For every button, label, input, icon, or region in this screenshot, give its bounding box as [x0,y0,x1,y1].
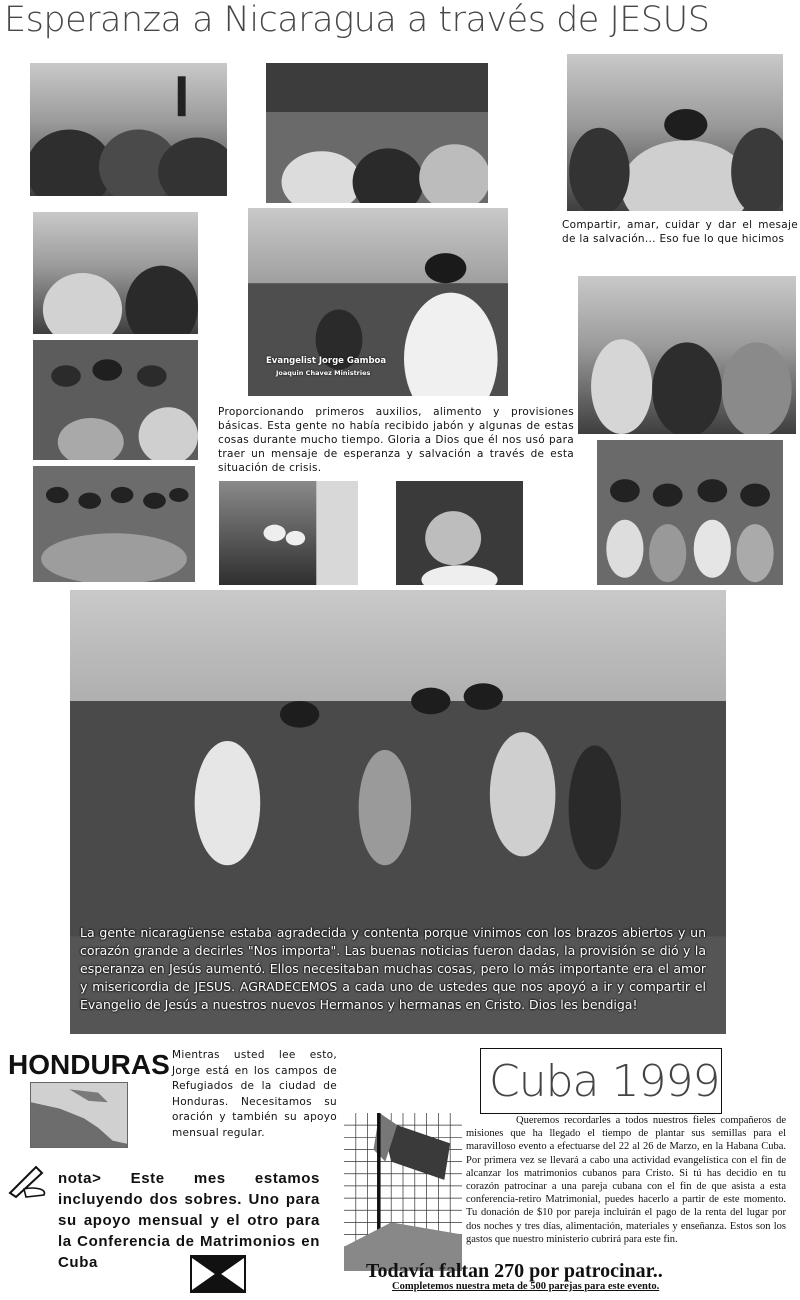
cuba-footer-small: Completemos nuestra meta de 500 parejas para este evento. [392,1281,660,1292]
note-text: nota> Este mes estamos incluyendo dos sobres. Uno para su apoyo mensual y el otro para la Conferencia de Matrimonios en Cuba [58,1170,320,1271]
photo-children-crowd [33,466,195,582]
honduras-text: Mientras usted lee esto, Jorge está en los campos de Refugiados de la ciudad de Honduras. Necesitamos su oración y también su apoyo mensual regular. [172,1049,337,1139]
photo-praising-crowd [33,212,198,334]
photo-children-group [33,340,198,460]
photo-child-closeup [396,481,523,585]
compartir-caption: Compartir, amar, cuidar y dar el mesaje de la salvación... Eso fue lo que hicimos [562,219,798,245]
photo-main-crowd [70,590,726,1034]
honduras-map [30,1082,128,1148]
cuba-text: Queremos recordarles a todos nuestros fieles compañeros de misiones que ha llegado el tiempo de plantar sus semillas para el maravilloso evento a efectuarse del 22 al 26 de Marzo, en la Habana Cuba. Por primera vez se llevará a cabo una actividad evangelística con el fin de alcanzar los matrimonios cubanos para Cristo. Si tú has decidio en tu corazón patrocinar a una pareja cubana con el fin de que asista a esta conferencia-retiro Matrimonial, puedes hacerlo a partir de este momento. Tu donación de $10 por pareja incluirán el pago de la renta del lugar por dos noches y tres días, alimentación, materiales y enseñanza. Estos son los gastos que nuestro ministerio cubrirá para este fin. [466,1115,786,1245]
page-title: Esperanza a Nicaragua a través de JESUS [4,0,710,40]
pencil-hand-icon [6,1159,50,1199]
photo-evangelist-jorge [248,208,508,396]
photo-outdoor-crowd [578,276,796,434]
photo-crowd-hands [567,54,783,211]
photo-children-line [597,440,783,585]
envelope-icon [190,1255,246,1293]
cuba-flag-image [344,1113,462,1271]
evangelist-caption: Evangelist Jorge Gamboa [266,356,387,366]
main-photo-caption: La gente nicaragüense estaba agradecida y contenta porque vinimos con los brazos abiertos y un corazón grande a decirles "Nos importa". Las buenas noticias fueron dadas, la provisión se dió y la esperanza en Jesús aumentó. Ellos necesitaban muchas cosas, pero lo más importante era el amor y misericordia de JESUS. AGRADECEMOS a cada uno de ustedes que nos apoyó a ir y compartir el Evangelio de Jesús a nuestros nuevos Hermanos y hermanas en Cristo. Dios les bendiga! [80,925,706,1012]
cuba-title-box [480,1048,722,1114]
cuba-title: Cuba 1999 [489,1056,720,1107]
evangelist-subcaption: Joaquin Chavez Ministries [276,369,371,377]
photo-preacher-outdoor [266,63,488,203]
photo-children-sitting [219,481,358,585]
cuba-footer-big: Todavía faltan 270 por patrocinar.. [366,1260,663,1282]
proporcionando-caption: Proporcionando primeros auxilios, alimento y provisiones básicas. Esta gente no había recibido jabón y algunas de estas cosas durante mucho tiempo. Gloria a Dios que él nos usó para traer un mensaje de esperanza y salvación a través de esta situación de crisis. [218,406,574,474]
honduras-heading: HONDURAS [8,1049,170,1080]
photo-worship-crowd [30,63,227,196]
